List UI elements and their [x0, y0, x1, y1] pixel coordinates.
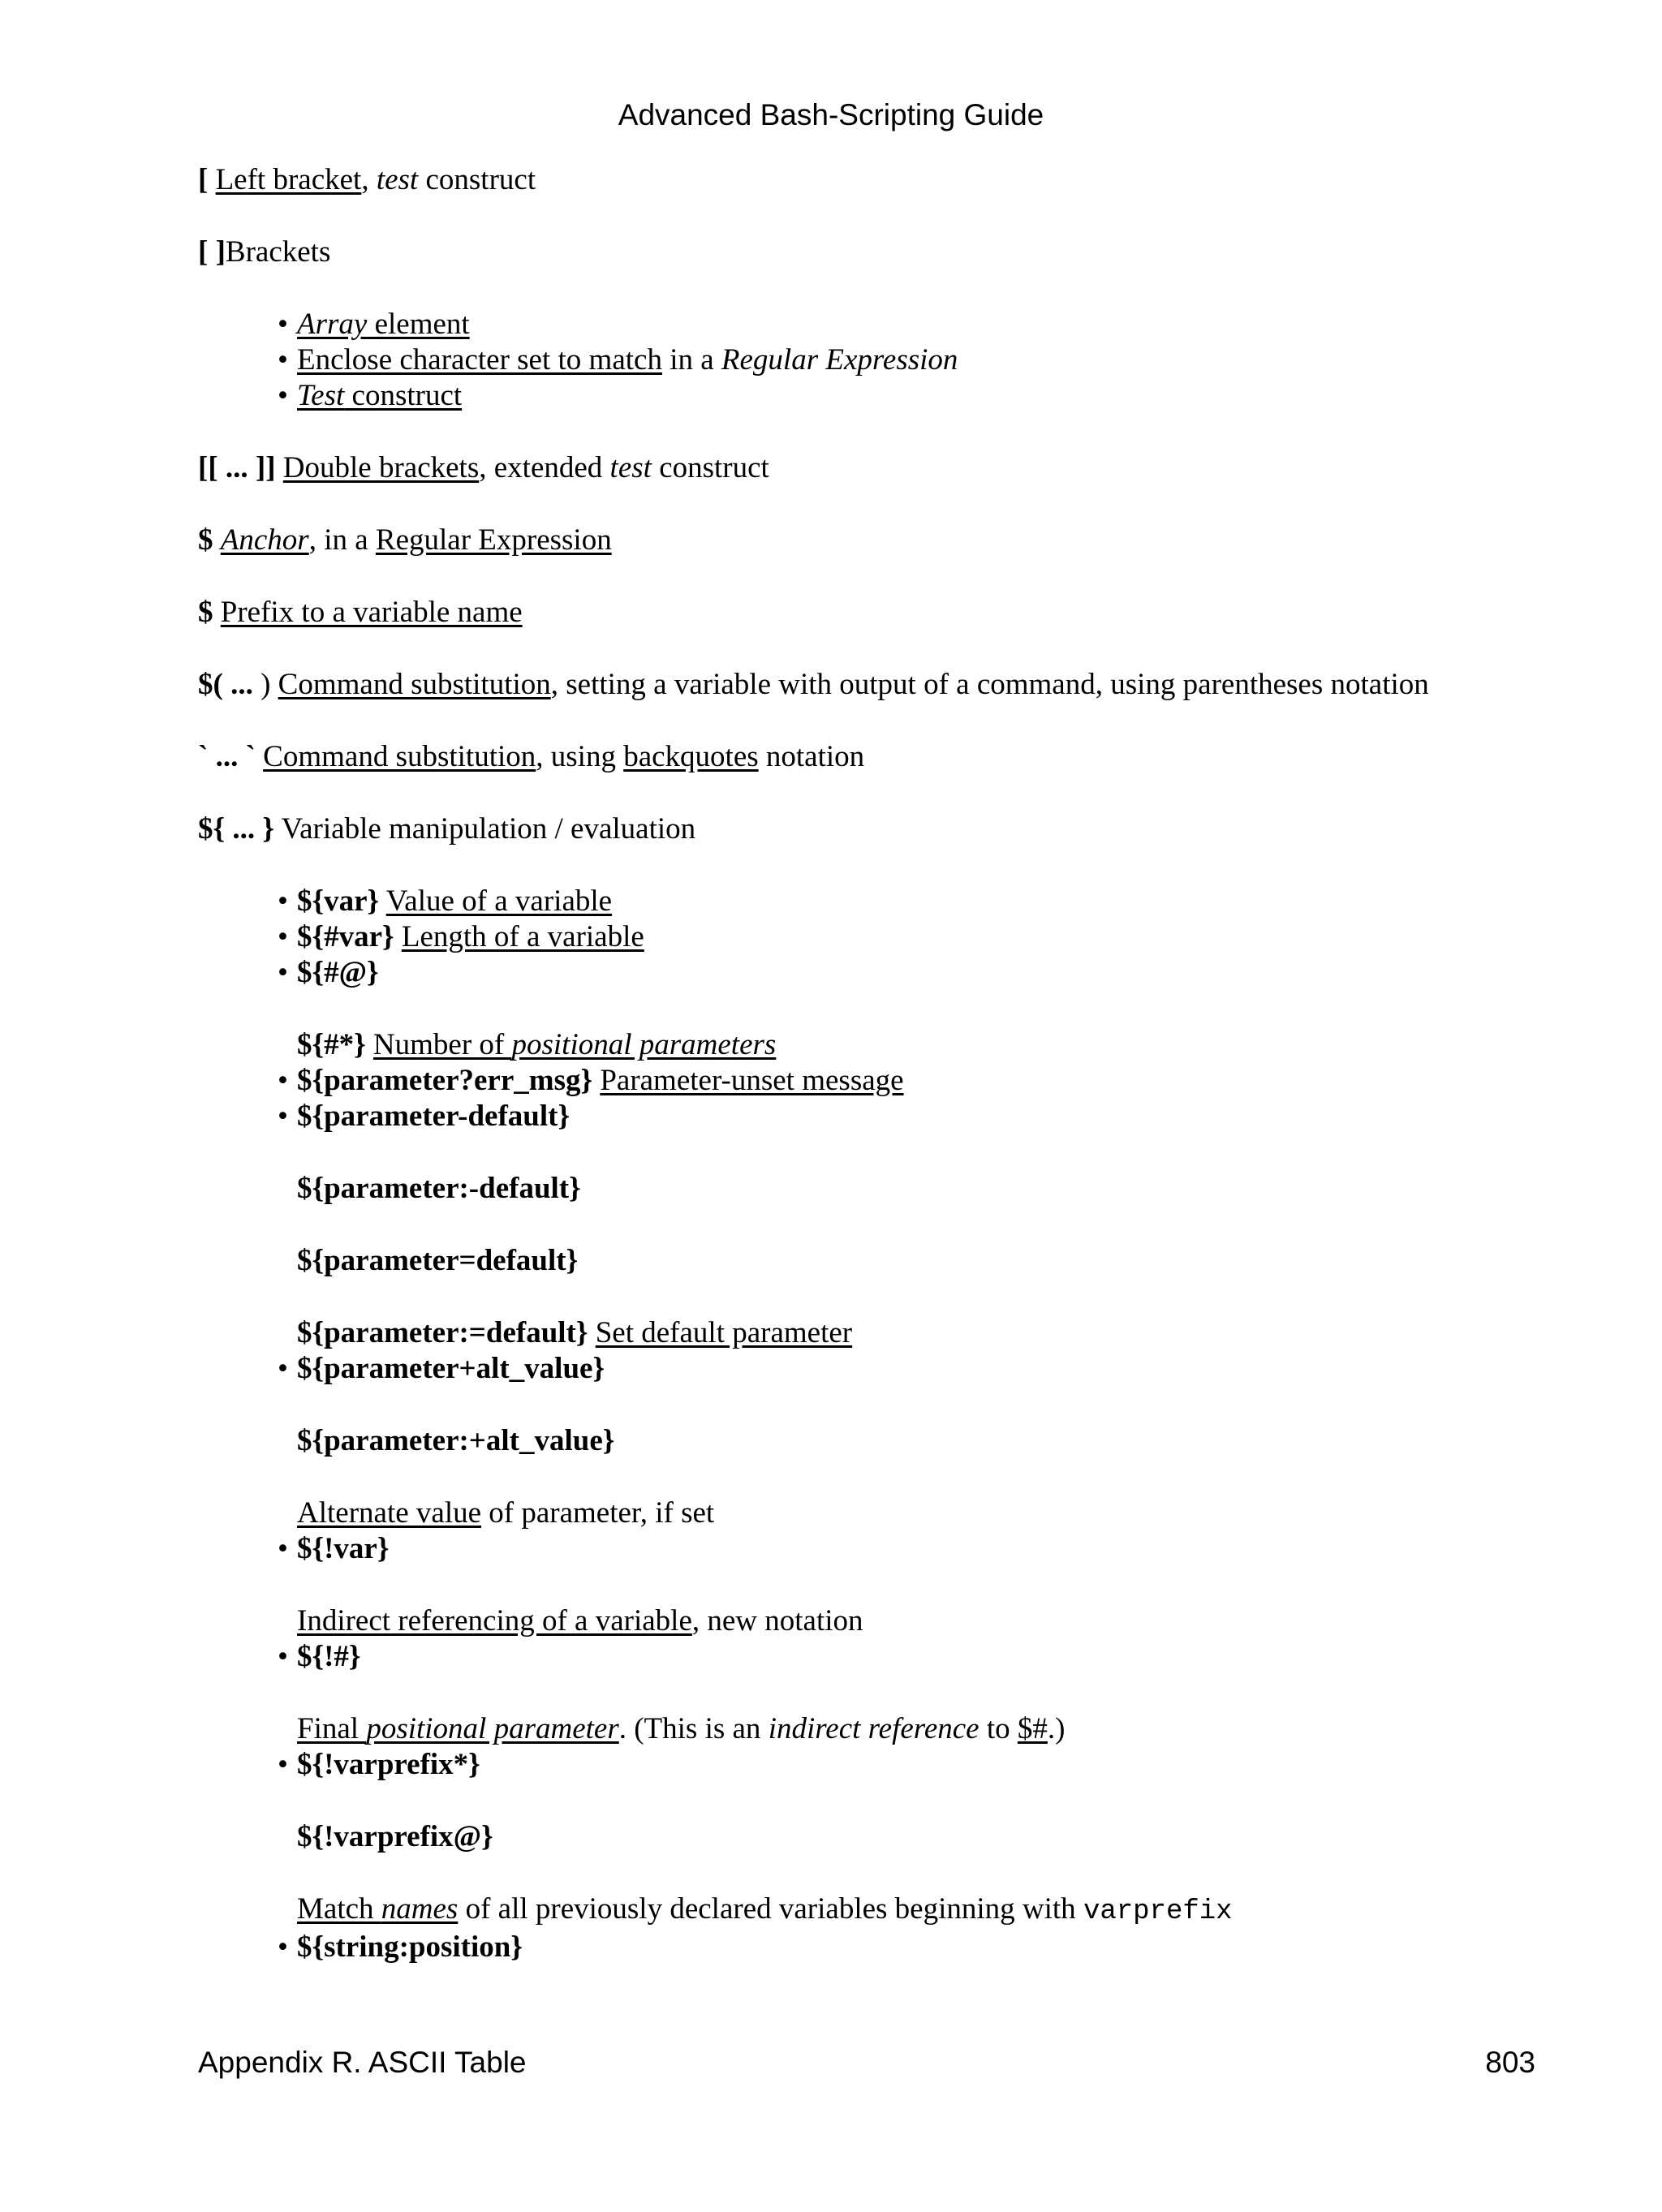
list-item: • ${#var} Length of a variable	[198, 919, 1513, 955]
link-match-names[interactable]: Match names	[297, 1892, 459, 1926]
link-enclose-charset[interactable]: Enclose character set to match	[297, 343, 662, 377]
entry-left-bracket: [ Left bracket, test construct	[198, 163, 536, 196]
list-item	[198, 307, 1513, 342]
link-command-substitution-2[interactable]: Command substitution	[263, 740, 536, 773]
list-item: • ${var} Value of a variable	[198, 884, 1513, 919]
entry-varmanip: ${ ... } Variable manipulation / evaluation	[198, 812, 696, 846]
entry-cmdsub-backquote: ` ... ` Command substitution, using backquotes notation	[198, 740, 865, 773]
link-number-positional[interactable]: Number of positional parameters	[372, 1028, 777, 1061]
entry-brackets: [ ]Brackets	[198, 235, 331, 269]
list-item: • ${parameter-default} ${parameter:-default} ${parameter=default} ${parameter:=default} Set default parameter	[198, 1099, 1513, 1351]
footer-section: Appendix R. ASCII Table	[198, 2046, 527, 2079]
link-regular-expression[interactable]: Regular Expression	[375, 523, 612, 557]
list-item: • ${!var} Indirect referencing of a variable, new notation	[198, 1531, 1513, 1639]
link-set-default[interactable]: Set default parameter	[595, 1316, 853, 1349]
link-dollar-hash[interactable]: $#	[1017, 1712, 1048, 1745]
link-backquotes[interactable]: backquotes	[623, 740, 759, 773]
main-content	[198, 162, 1513, 1965]
link-final-positional[interactable]: Final positional parameter	[297, 1712, 619, 1745]
list-item: • ${#@} ${#*} Number of positional parameters	[198, 955, 1513, 1063]
list-item	[198, 378, 1513, 414]
varmanip-list	[198, 884, 1513, 1965]
entry-anchor: $ Anchor, in a Regular Expression	[198, 523, 612, 557]
entry-cmdsub-paren: $( ... ) Command substitution, setting a variable with output of a command, using parentheses notation	[198, 668, 1429, 701]
link-test-construct[interactable]: Test construct	[297, 379, 463, 412]
list-item: • ${parameter+alt_value} ${parameter:+alt_value} Alternate value of parameter, if set	[198, 1351, 1513, 1531]
page-header: Advanced Bash-Scripting Guide	[618, 98, 1044, 131]
footer-page-number: 803	[1485, 2046, 1535, 2079]
list-item: • ${parameter?err_msg} Parameter-unset message	[198, 1063, 1513, 1099]
link-array-element[interactable]: Array element	[297, 308, 470, 341]
entry-prefix: $ Prefix to a variable name	[198, 596, 523, 629]
link-indirect-referencing[interactable]: Indirect referencing of a variable	[297, 1604, 692, 1637]
brackets-list	[198, 307, 1513, 414]
link-value-of-variable[interactable]: Value of a variable	[385, 884, 613, 918]
link-parameter-unset[interactable]: Parameter-unset message	[600, 1064, 904, 1097]
list-item: • Enclose character set to match in a Regular Expression	[198, 342, 1513, 378]
list-item: • ${!varprefix*} ${!varprefix@} Match names of all previously declared variables beginning with varprefix	[198, 1747, 1513, 1930]
list-item: • ${string:position}	[198, 1930, 1513, 1965]
entry-double-brackets: [[ ... ]] Double brackets, extended test construct	[198, 451, 769, 484]
link-command-substitution[interactable]: Command substitution	[278, 668, 551, 701]
link-prefix-variable[interactable]: Prefix to a variable name	[220, 596, 523, 629]
link-length-of-variable[interactable]: Length of a variable	[401, 920, 644, 953]
list-item: • ${!#} Final positional parameter. (This is an indirect reference to $#.)	[198, 1639, 1513, 1747]
link-alternate-value[interactable]: Alternate value	[297, 1496, 482, 1530]
link-left-bracket[interactable]: Left bracket	[215, 163, 362, 196]
link-anchor[interactable]: Anchor	[220, 523, 309, 557]
link-double-brackets[interactable]: Double brackets	[282, 451, 480, 484]
